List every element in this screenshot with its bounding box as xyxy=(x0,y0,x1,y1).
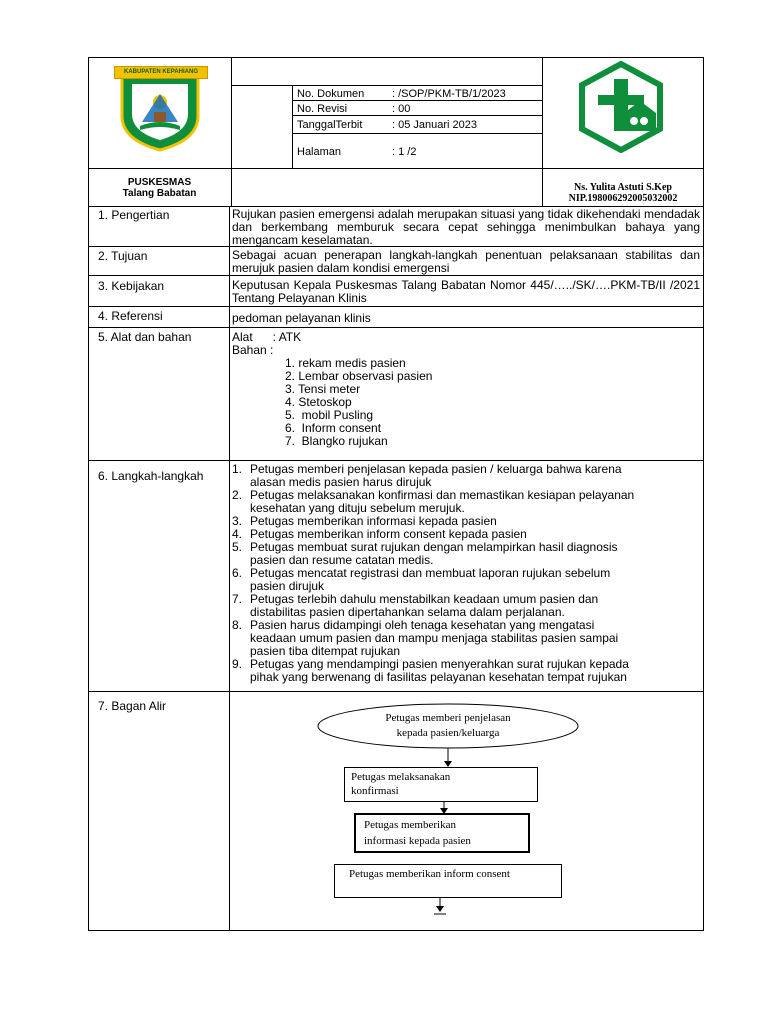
flow-box-informasi xyxy=(354,813,530,853)
section-text-referensi: pedoman pelayanan klinis xyxy=(232,311,371,325)
section-label-langkah: 6. Langkah-langkah xyxy=(98,469,204,483)
issue-date-value: : 05 Januari 2023 xyxy=(392,119,478,131)
step-line: Petugas membuat surat rujukan dengan melampirkan hasil diagnosis xyxy=(250,540,618,554)
step-number: 9. xyxy=(232,657,243,671)
flow-start-text: kepada pasien/keluarga xyxy=(396,727,500,739)
flow-start-oval xyxy=(318,704,578,748)
step-line: Petugas memberikan informasi kepada pasien xyxy=(250,514,497,528)
revision-label: No. Revisi xyxy=(297,103,348,115)
step-line: Petugas melaksanakan konfirmasi dan memastikan kesiapan pelayanan xyxy=(250,488,635,502)
regency-logo xyxy=(118,66,202,152)
step-number: 6. xyxy=(232,566,243,580)
section-label-referensi: 4. Referensi xyxy=(98,309,163,323)
alat-line: Alat : ATK xyxy=(232,330,302,344)
step-line: Petugas terlebih dahulu menstabilkan keadaan umum pasien dan xyxy=(250,592,599,606)
flow-box-text: informasi kepada pasien xyxy=(364,835,471,847)
bahan-item: 5. mobil Pusling xyxy=(285,408,374,422)
signer-nip: NIP.198006292005032002 xyxy=(568,193,678,204)
step-line: alasan medis pasien harus dirujuk xyxy=(250,475,432,489)
flow-box-text: Petugas memberikan inform consent xyxy=(349,868,510,880)
step-line: pihak yang berwenang di fasilitas pelayanan kesehatan tempat rujukan xyxy=(250,670,627,684)
flow-box-text: Petugas melaksanakan xyxy=(351,771,451,783)
step-number: 8. xyxy=(232,618,243,632)
flow-box-inform-consent xyxy=(334,864,562,898)
bahan-item: 4. Stetoskop xyxy=(285,395,352,409)
bahan-item: 1. rekam medis pasien xyxy=(285,356,406,370)
page-value: : 1 /2 xyxy=(392,146,417,158)
org-name: PUSKESMAS xyxy=(127,177,192,188)
logo-banner: KABUPATEN KEPAHIANG xyxy=(114,66,208,79)
flow-box-konfirmasi xyxy=(344,767,538,802)
section-text-pengertian: Rujukan pasien emergensi adalah merupakan situasi yang tidak dikehendaki mendadak dan berkembang memburuk secara cepat sehingga menimbulkan bahaya yang mengancam keselamatan. xyxy=(232,207,700,247)
signer-name: Ns. Yulita Astuti S.Kep xyxy=(574,182,672,193)
section-text-kebijakan: Keputusan Kepala Puskesmas Talang Babatan Nomor 445/…../SK/….PKM-TB/II /2021 Tentang Pelayanan Klinis xyxy=(232,278,700,305)
step-line: Petugas yang mendampingi pasien menyerahkan surat rujukan kepada xyxy=(250,657,629,671)
flow-box-text: konfirmasi xyxy=(351,785,399,797)
step-line: keadaan umum pasien dan mampu menjaga stabilitas pasien sampai xyxy=(250,631,619,645)
step-line: pasien dan resume catatan medis. xyxy=(250,553,434,567)
section-label-alat: 5. Alat dan bahan xyxy=(98,330,192,344)
bahan-line: Bahan : xyxy=(232,343,274,357)
step-line: kesehatan yang dituju sebelum merujuk. xyxy=(250,501,465,515)
revision-value: : 00 xyxy=(392,103,411,115)
section-label-pengertian: 1. Pengertian xyxy=(98,208,170,222)
step-line: Petugas mencatat registrasi dan membuat laporan rujukan sebelum xyxy=(250,566,611,580)
flow-box-text: Petugas memberikan xyxy=(364,819,456,831)
bahan-item: 2. Lembar observasi pasien xyxy=(285,369,433,383)
step-line: distabilitas pasien dipertahankan selama dalam perjalanan. xyxy=(250,605,565,619)
step-line: Petugas memberi penjelasan kepada pasien / keluarga bahwa karena xyxy=(250,462,622,476)
section-text-tujuan: Sebagai acuan penerapan langkah-langkah penentuan pelaksanaan stabilitas dan merujuk pasien dalam kondisi emergensi xyxy=(232,248,700,275)
flowchart xyxy=(230,692,703,930)
doc-number-value: : /SOP/PKM-TB/1/2023 xyxy=(392,88,506,100)
bahan-item: 6. Inform consent xyxy=(285,421,382,435)
step-number: 7. xyxy=(232,592,243,606)
step-number: 4. xyxy=(232,527,243,541)
bahan-item: 7. Blangko rujukan xyxy=(285,434,388,448)
section-label-bagan: 7. Bagan Alir xyxy=(98,699,167,713)
step-line: Petugas memberikan inform consent kepada pasien xyxy=(250,527,527,541)
step-line: pasien tiba ditempat rujukan xyxy=(250,644,401,658)
bahan-item: 3. Tensi meter xyxy=(285,382,361,396)
issue-date-label: TanggalTerbit xyxy=(297,119,363,131)
section-label-kebijakan: 3. Kebijakan xyxy=(98,279,165,293)
org-place: Talang Babatan xyxy=(122,188,197,199)
step-line: Pasien harus didampingi oleh tenaga kesehatan yang mengatasi xyxy=(250,618,595,632)
step-number: 2. xyxy=(232,488,243,502)
page-label: Halaman xyxy=(297,146,342,158)
puskesmas-logo xyxy=(576,61,666,153)
section-label-tujuan: 2. Tujuan xyxy=(98,249,148,263)
step-number: 1. xyxy=(232,462,243,476)
step-number: 5. xyxy=(232,540,243,554)
step-number: 3. xyxy=(232,514,243,528)
step-line: pasien dirujuk xyxy=(250,579,325,593)
doc-number-label: No. Dokumen xyxy=(297,88,365,100)
flow-start-text: Petugas memberi penjelasan xyxy=(385,712,511,724)
